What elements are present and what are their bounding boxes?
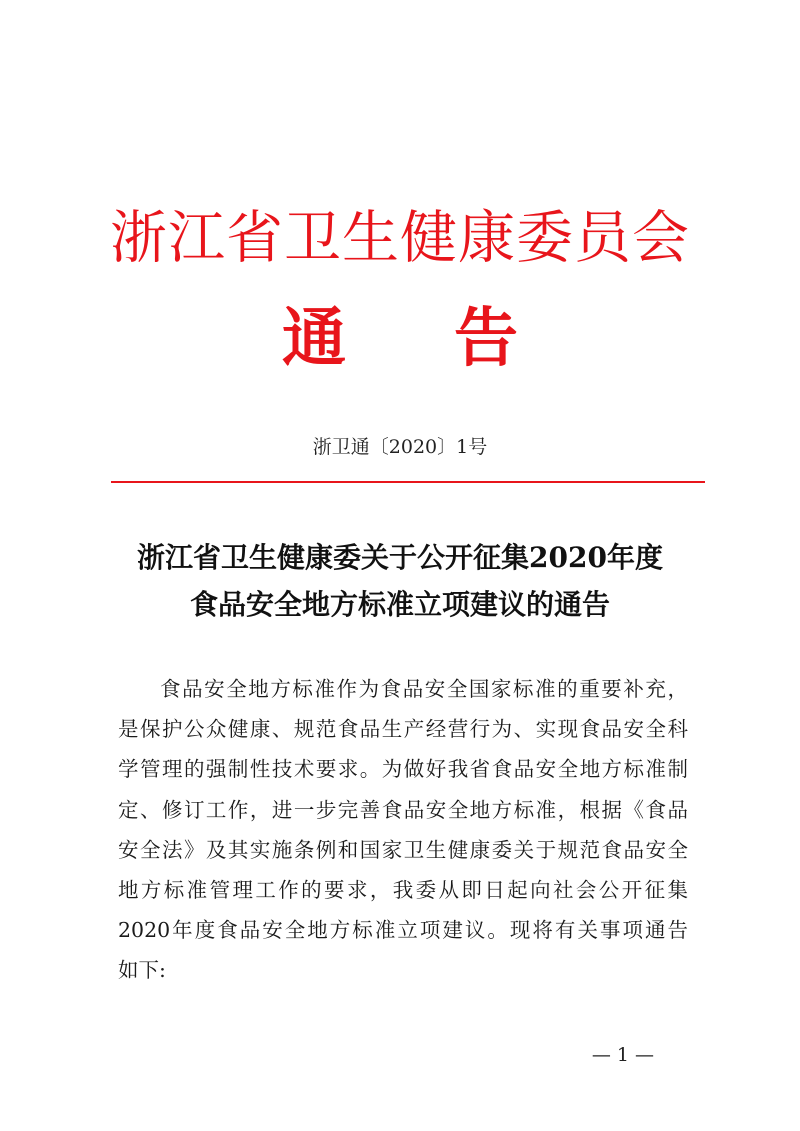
document-title xyxy=(0,534,800,628)
page-number: — 1 — xyxy=(591,1044,654,1066)
body-line: 食品安全地方标准作为食品安全国家标准的重要补充， xyxy=(160,677,688,701)
red-divider-line xyxy=(111,481,705,483)
body-line: 是保护公众健康、规范食品生产经营行为、实现食品安全科 xyxy=(118,717,688,742)
body-line: 定、修订工作，进一步完善食品安全地方标准，根据《食品 xyxy=(118,797,688,822)
document-type-char-1: 通 xyxy=(282,302,346,376)
body-line: 2020年度食品安全地方标准立项建议。现将有关事项通告 xyxy=(118,918,688,943)
issuing-organization: 浙江省卫生健康委员会 xyxy=(110,205,690,271)
body-line: 地方标准管理工作的要求，我委从即日起向社会公开征集 xyxy=(118,878,688,903)
body-line: 安全法》及其实施条例和国家卫生健康委关于规范食品安全 xyxy=(118,837,688,862)
document-type-char-2: 告 xyxy=(454,302,518,376)
document-number: 浙卫通〔2020〕1号 xyxy=(312,436,488,458)
title-line-2: 食品安全地方标准立项建议的通告 xyxy=(189,588,610,621)
body-line: 如下: xyxy=(118,958,166,983)
title-line-1: 浙江省卫生健康委关于公开征集2020年度 xyxy=(137,541,663,574)
body-paragraph xyxy=(118,669,688,991)
body-line: 学管理的强制性技术要求。为做好我省食品安全地方标准制 xyxy=(118,757,688,782)
document-type-heading xyxy=(0,294,800,384)
